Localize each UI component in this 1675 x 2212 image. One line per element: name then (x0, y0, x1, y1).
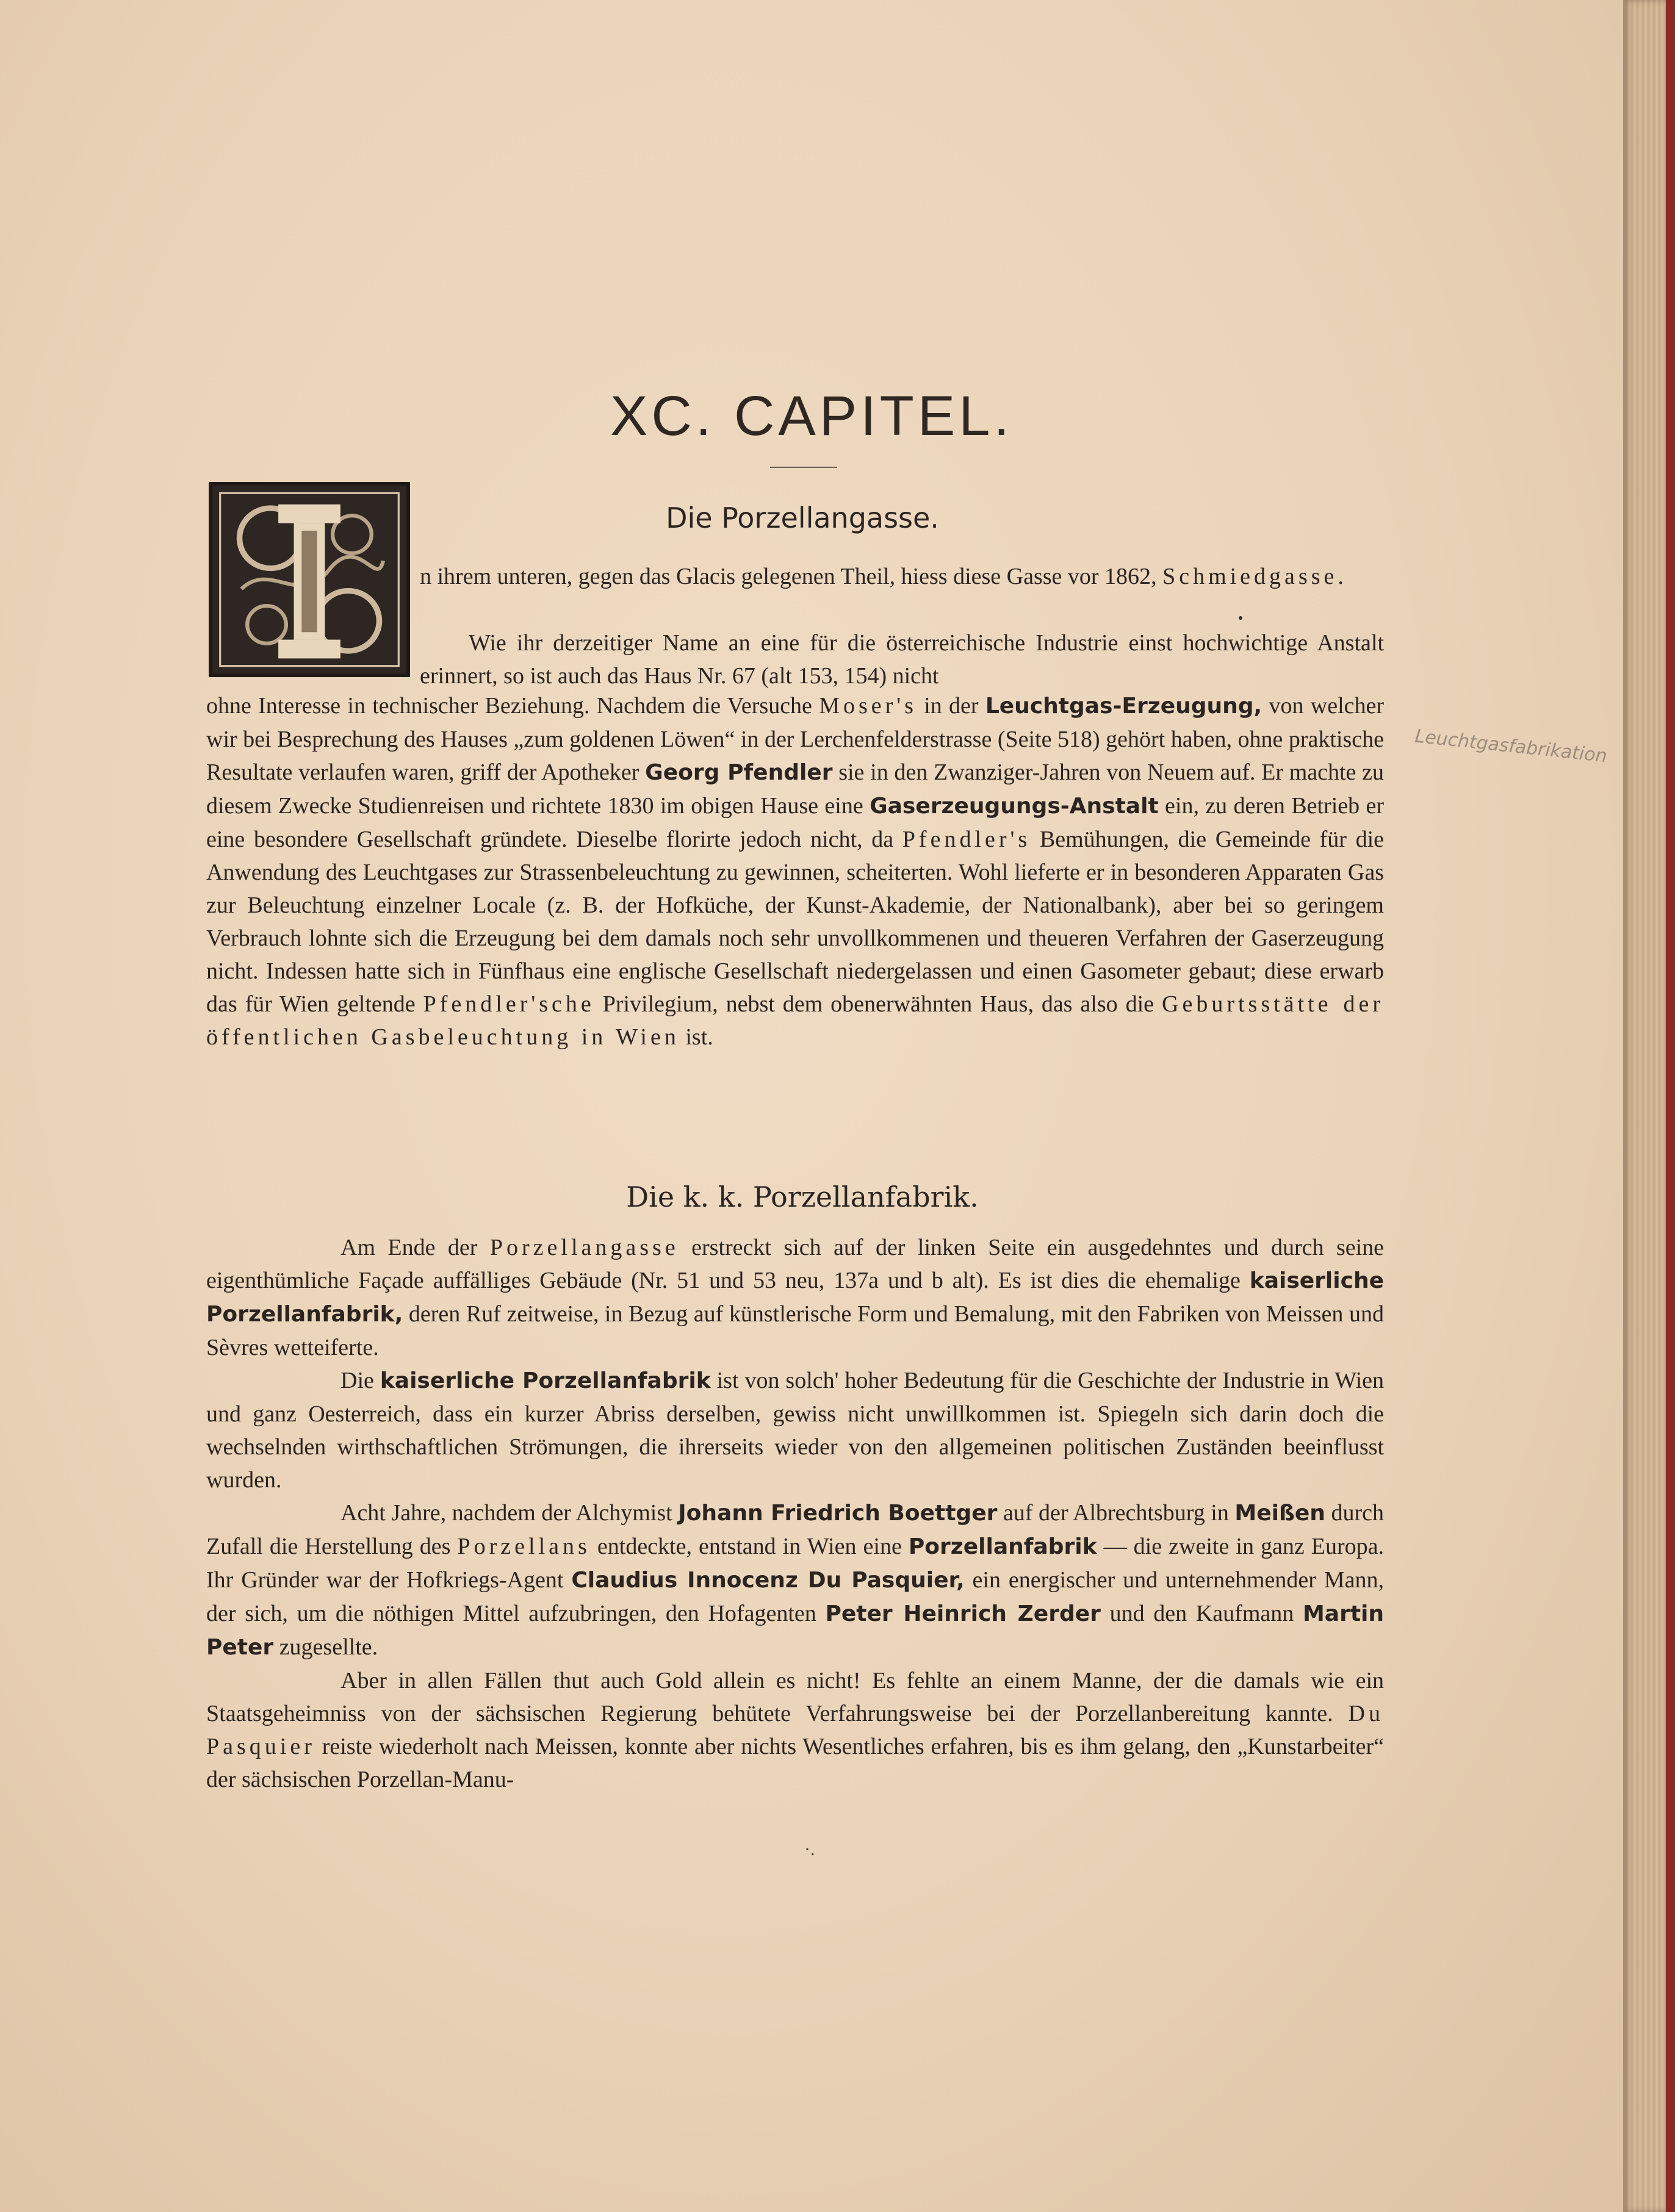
fraktur-name: Martin Peter (206, 1601, 1385, 1660)
paragraph-text: Am Ende der (340, 1235, 478, 1260)
fraktur-term: kaiserliche Porzellanfabrik, (206, 1268, 1384, 1327)
fraktur-name: Peter Heinrich Zerder (825, 1601, 1101, 1626)
paragraph-text: deren Ruf zeitweise, in Bezug auf künstlerische Form und Bemalung, mit den Fabriken von Meissen und Sèvres wetteiferte. (206, 1301, 1384, 1360)
ink-speck (1239, 616, 1242, 620)
name-spaced: Moser's (819, 693, 917, 719)
paragraph-text: in der (924, 693, 979, 719)
paragraph-text: — die zweite in ganz Europa. Ihr Gründer war der Hofkriegs-Agent (206, 1534, 1385, 1593)
section-body-porzellanfabrik (206, 1231, 1384, 1796)
paragraph-text: Die (340, 1368, 374, 1393)
paragraph-text: und den Kaufmann (1109, 1601, 1294, 1626)
paragraph-text: von welcher wir bei Besprechung des Hauses „zum goldenen Löwen“ in der Lerchenfelderstrasse (Seite 518) gehört haben, ohne praktische Resultate verlaufen waren, griff der Apotheker (206, 693, 1385, 785)
fraktur-term: Porzellanfabrik (908, 1534, 1097, 1559)
emphasis-spaced: Porzellans (457, 1534, 591, 1559)
paragraph-text: ohne Interesse in technischer Beziehung. Nachdem die Versuche (206, 693, 812, 719)
fraktur-name: Georg Pfendler (645, 760, 833, 785)
paragraph-text: reiste wiederholt nach Meissen, konnte aber nichts Wesentliches erfahren, bis es ihm gelang, den „Kunstarbeiter“ der sächsischen Porzellan-Manu- (206, 1734, 1384, 1792)
paragraph-text: sie in den Zwanziger-Jahren von Neuem auf. Er machte zu diesem Zwecke Studienreisen und richtete 1830 im obigen Hause eine (206, 759, 1385, 819)
paragraph-text: Bemühungen, die Gemeinde für die Anwendung des Leuchtgases zur Strassenbeleuchtung zu gewinnen, scheiterten. Wohl lieferte er in besonderen Apparaten Gas zur Beleuchtung einzelner Locale (z. B. der Hofküche, der Kunst-Akademie, der Nationalbank), aber bei so geringem Verbrauch lohnte sich die Erzeugung bei dem damals noch sehr unvollkommenen und theueren Verfahren der Gaserzeugung nicht. Indessen hatte sich in Fünfhaus eine englische Gesellschaft niedergelassen und einen Gasometer gebaut; diese erwarb das für Wien geltende (206, 827, 1385, 1017)
fraktur-place: Meißen (1234, 1501, 1325, 1526)
paragraph-text: durch Zufall die Herstellung des (206, 1500, 1385, 1559)
section-heading-porzellangasse: Die Porzellangasse. (666, 501, 939, 534)
paragraph-text: erstreckt sich auf der linken Seite ein ausgedehntes und durch seine eigenthümliche Façade auffälliges Gebäude (Nr. 51 und 53 neu, 137a und b alt). Es ist dies die ehemalige (206, 1235, 1385, 1293)
paragraph-text: ist von solch' hoher Bedeutung für die Geschichte der Industrie in Wien und ganz Oesterreich, dass ein kurzer Abriss derselben, gewiss nicht unwillkommen ist. Spiegeln sich darin doch die wechselnden wirthschaftlichen Strömungen, die ihrerseits wieder von den allgemeinen politischen Zuständen beeinflusst wurden. (206, 1368, 1384, 1493)
ink-speck-bottom: ·. (804, 1839, 815, 1859)
paragraph-text: ein, zu deren Betrieb er eine besondere Gesellschaft gründete. Dieselbe florirte jedoch nicht, da (206, 793, 1385, 852)
paragraph-gas-history (206, 689, 1384, 1054)
fraktur-term: Leuchtgas-Erzeugung, (985, 694, 1263, 719)
paragraph-intro: n ihrem unteren, gegen das Glacis gelegenen Theil, hiess diese Gasse vor 1862, Schmiedgasse. (420, 564, 1347, 589)
fraktur-name: Claudius Innocenz Du Pasquier, (571, 1568, 965, 1593)
name-spaced: Du Pasquier (206, 1701, 1384, 1759)
chapter-title: XC. CAPITEL. (610, 385, 1013, 447)
paragraph-text: Aber in allen Fällen thut auch Gold allein es nicht! Es fehlte an einem Manne, der die damals wie ein Staatsgeheimniss von der sächsischen Regierung behütete Verfahrungsweise bei der Porzellanbereitung kannte. (206, 1668, 1384, 1726)
section-heading-porzellanfabrik: Die k. k. Porzellanfabrik. (626, 1180, 979, 1213)
paragraph-text: auf der Albrechtsburg in (1003, 1500, 1229, 1526)
fraktur-term: Gaserzeugungs-Anstalt (870, 794, 1159, 819)
drop-cap-ornament-icon (209, 482, 410, 677)
name-spaced: Pfendler'sche (423, 991, 595, 1017)
title-divider (770, 467, 837, 468)
paragraph-text: ein energischer und unternehmender Mann, der sich, um die nöthigen Mittel aufzubringen, den Hofagenten (206, 1567, 1384, 1626)
paragraph-wrapped-start (420, 627, 1384, 692)
name-spaced: Pfendler's (902, 827, 1031, 852)
paragraph-text: Privilegium, nebst dem obenerwähnten Haus, das also die (602, 991, 1154, 1017)
handwritten-margin-note: Leuchtgasfabrikation (1413, 725, 1608, 767)
paragraph-text: entdeckte, entstand in Wien eine (597, 1534, 902, 1559)
page-stack-edge (1623, 0, 1666, 2212)
paragraph-text: Acht Jahre, nachdem der Alchymist (340, 1500, 672, 1526)
fraktur-term: kaiserliche Porzellanfabrik (380, 1368, 711, 1393)
fraktur-name: Johann Friedrich Boettger (678, 1501, 998, 1526)
name-spaced: Porzellangasse (489, 1235, 679, 1260)
paragraph-text: ist. (685, 1024, 713, 1050)
paragraph-text: Wie ihr derzeitiger Name an eine für die österreichische Industrie einst hochwichtige Anstalt erinnert, so ist auch das Haus Nr. 67 (alt 153, 154) nicht (420, 630, 1384, 689)
paragraph-text: n ihrem unteren, gegen das Glacis gelegenen Theil, hiess diese Gasse vor 1862 (420, 564, 1151, 589)
street-name-spaced: Schmiedgasse. (1162, 564, 1347, 589)
book-cover-edge (1666, 0, 1675, 2212)
emphasis-spaced: Geburtsstätte der öffentlichen Gasbeleuchtung in Wien (206, 991, 1385, 1050)
paragraph-text: zugesellte. (279, 1634, 378, 1660)
